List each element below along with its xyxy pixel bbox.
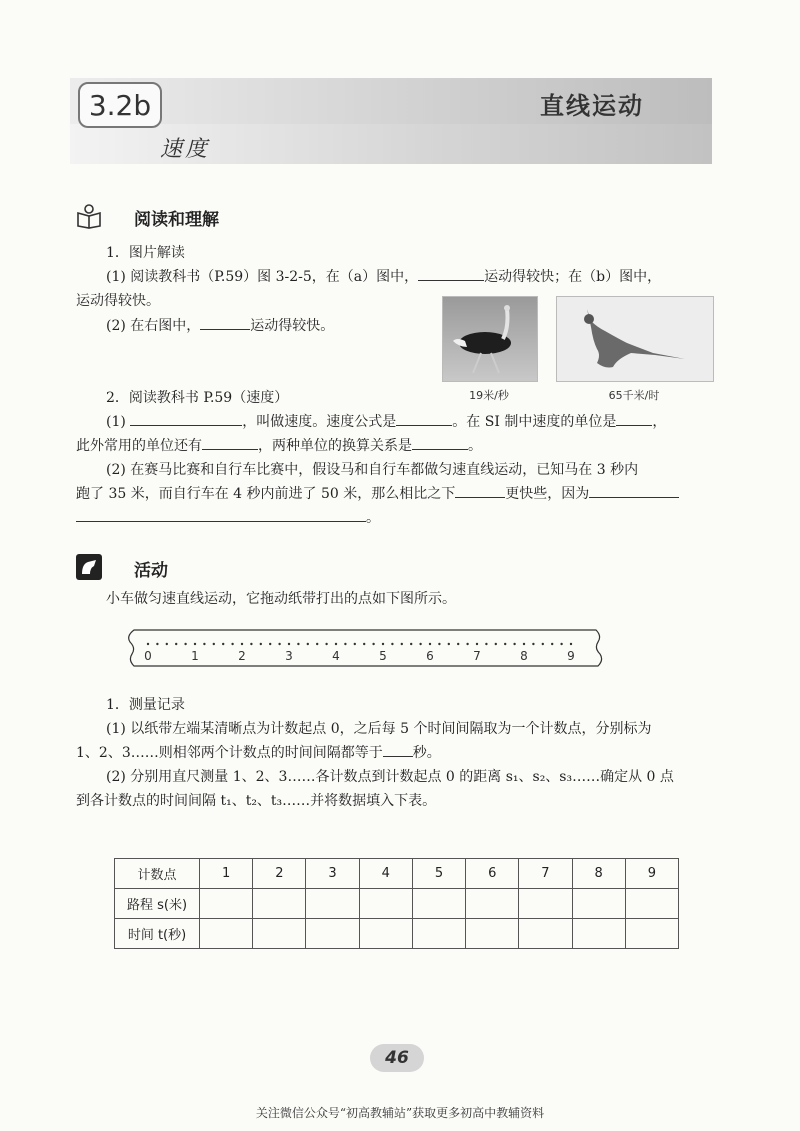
q-text: 。在 SI 制中速度的单位是 (452, 414, 617, 430)
tape-dot (213, 643, 215, 645)
tape-dot (269, 643, 271, 645)
reading-section-title: 阅读和理解 (134, 210, 219, 230)
tape-dot (382, 643, 384, 645)
tape-dot (542, 643, 544, 645)
tape-dot (476, 643, 478, 645)
footer-note: 关注微信公众号“初高教辅站”获取更多初高中教辅资料 (255, 1106, 545, 1120)
table-cell[interactable] (519, 889, 572, 919)
tape-label: 1 (191, 649, 199, 663)
tape-dot (222, 643, 224, 645)
measurement-table (114, 858, 679, 949)
photo-caption: 65千米/时 (608, 389, 660, 402)
item1-question2 (106, 314, 334, 338)
activity-item1-heading: 1．测量记录 (106, 697, 185, 713)
chapter-title: 直线运动 (540, 92, 644, 120)
tape-dot (250, 643, 252, 645)
tape-dot (241, 643, 243, 645)
table-cell[interactable] (253, 919, 306, 949)
table-cell[interactable] (253, 889, 306, 919)
table-cell[interactable] (466, 889, 519, 919)
tape-dot (260, 643, 262, 645)
tape-dot (504, 643, 506, 645)
item1-question1 (106, 265, 661, 289)
page-number: 46 (370, 1044, 424, 1072)
tape-dot (485, 643, 487, 645)
table-header-cell: 3 (306, 859, 359, 889)
tape-label: 4 (332, 649, 340, 663)
table-header-cell: 6 (466, 859, 519, 889)
tape-dot (523, 643, 525, 645)
table-cell[interactable] (519, 919, 572, 949)
table-header-row (115, 859, 679, 889)
table-cell[interactable] (625, 919, 678, 949)
table-header-cell: 7 (519, 859, 572, 889)
activity-p1: (1) 以纸带左端某清晰点为计数起点 0，之后每 5 个时间间隔取为一个计数点，分别标为 (106, 721, 652, 737)
tape-dot (532, 643, 534, 645)
tape-dot (570, 643, 572, 645)
tape-dot (401, 643, 403, 645)
photo-caption: 19米/秒 (469, 389, 509, 402)
tape-label: 5 (379, 649, 387, 663)
answer-blank[interactable] (202, 435, 258, 450)
table-row (115, 889, 679, 919)
ostrich-photo (442, 296, 538, 382)
table-header-cell: 5 (412, 859, 465, 889)
page-subtitle: 速度 (160, 137, 211, 162)
tape-dot (513, 643, 515, 645)
kangaroo-photo (556, 296, 714, 382)
table-cell[interactable] (359, 919, 412, 949)
answer-blank[interactable] (130, 411, 242, 426)
q-text: (1) (106, 414, 126, 430)
tape-dot (194, 643, 196, 645)
tape-label: 8 (520, 649, 528, 663)
tape-label: 2 (238, 649, 246, 663)
table-cell[interactable] (412, 889, 465, 919)
table-header-cell: 9 (625, 859, 678, 889)
q-text: ，叫做速度。速度公式是 (242, 414, 397, 430)
tape-dot (325, 643, 327, 645)
table-header-cell: 2 (253, 859, 306, 889)
tape-dot (156, 643, 158, 645)
tape-dot (147, 643, 149, 645)
table-cell[interactable] (572, 919, 625, 949)
tape-dot (231, 643, 233, 645)
tape-dot (354, 643, 356, 645)
tape-dot (316, 643, 318, 645)
table-cell[interactable] (625, 889, 678, 919)
row-label-distance: 路程 s(米) (115, 889, 200, 919)
q-text: 1、2、3……则相邻两个计数点的时间间隔都等于 (76, 745, 383, 761)
activity-p1-cont (76, 741, 441, 765)
answer-blank[interactable] (383, 742, 413, 757)
tape-dot (288, 643, 290, 645)
tape-dot (448, 643, 450, 645)
item1-heading: 1．图片解读 (106, 245, 185, 261)
table-row (115, 919, 679, 949)
item2-question2-cont (76, 482, 679, 506)
row-label-time: 时间 t(秒) (115, 919, 200, 949)
answer-blank[interactable] (396, 411, 452, 426)
tape-dot (410, 643, 412, 645)
answer-blank[interactable] (589, 483, 679, 498)
tape-dot (495, 643, 497, 645)
table-cell[interactable] (572, 889, 625, 919)
q-text: 。 (468, 438, 482, 454)
tape-label: 9 (567, 649, 575, 663)
table-cell[interactable] (306, 889, 359, 919)
tape-dot (166, 643, 168, 645)
tape-dot (466, 643, 468, 645)
activity-p2: (2) 分别用直尺测量 1、2、3……各计数点到计数起点 0 的距离 s₁、s₂、s₃……确定从 0 点 (106, 769, 674, 785)
q-text: 更快些，因为 (505, 486, 590, 502)
answer-blank[interactable] (418, 266, 484, 281)
tape-dot (184, 643, 186, 645)
tape-dot (335, 643, 337, 645)
item2-question1 (106, 410, 666, 434)
tape-dot (419, 643, 421, 645)
q2-text-b: 运动得较快。 (250, 318, 335, 334)
tape-label: 3 (285, 649, 293, 663)
q-text: ，两种单位的换算关系是 (258, 438, 412, 454)
tape-label: 7 (473, 649, 481, 663)
q1-text-a: (1) 阅读教科书（P.59）图 3-2-5，在（a）图中， (106, 269, 419, 285)
q-text: 跑了 35 米，而自行车在 4 秒内前进了 50 米，那么相比之下 (76, 486, 456, 502)
item2-heading: 2．阅读教科书 P.59（速度） (106, 390, 289, 406)
activity-intro: 小车做匀速直线运动，它拖动纸带打出的点如下图所示。 (106, 591, 456, 607)
table-cell[interactable] (306, 919, 359, 949)
tape-dot (344, 643, 346, 645)
tape-dot (203, 643, 205, 645)
tape-dot (363, 643, 365, 645)
table-header-cell: 1 (200, 859, 253, 889)
tape-label: 6 (426, 649, 434, 663)
tape-dot (278, 643, 280, 645)
table-cell[interactable] (466, 919, 519, 949)
q1-text-b: 运动得较快；在（b）图中， (484, 269, 662, 285)
answer-blank[interactable] (200, 315, 250, 330)
tape-dot (175, 643, 177, 645)
tape-label: 0 (144, 649, 152, 663)
section-number: 3.2b (78, 82, 162, 128)
q-text: 秒。 (412, 745, 441, 761)
table-header-cell: 4 (359, 859, 412, 889)
tape-dot (297, 643, 299, 645)
q-text: ， (652, 414, 667, 430)
answer-blank[interactable] (76, 507, 366, 522)
tape-dot (307, 643, 309, 645)
table-cell[interactable] (200, 919, 253, 949)
answer-blank[interactable] (412, 435, 468, 450)
item2-question1-cont (76, 434, 482, 458)
q2-text-a: (2) 在右图中， (106, 318, 201, 334)
answer-blank[interactable] (455, 483, 505, 498)
item1-question1-cont: 运动得较快。 (76, 293, 160, 309)
open-book-icon (76, 203, 102, 229)
tape-dot (438, 643, 440, 645)
q-text: 。 (366, 510, 380, 526)
table-cell[interactable] (359, 889, 412, 919)
activity-p2-cont: 到各计数点的时间间隔 t₁、t₂、t₃……并将数据填入下表。 (76, 793, 437, 809)
table-cell[interactable] (412, 919, 465, 949)
tape-dot (372, 643, 374, 645)
table-cell[interactable] (200, 889, 253, 919)
item2-question2-end (76, 506, 380, 530)
item2-question2: (2) 在赛马比赛和自行车比赛中，假设马和自行车都做匀速直线运动，已知马在 3 秒内 (106, 462, 639, 478)
tape-dot (551, 643, 553, 645)
tape-dot (457, 643, 459, 645)
activity-icon (76, 554, 102, 580)
table-header-cell: 8 (572, 859, 625, 889)
tape-dot (560, 643, 562, 645)
activity-section-title: 活动 (134, 561, 168, 581)
tape-dot (391, 643, 393, 645)
paper-tape (126, 624, 606, 672)
q-text: 此外常用的单位还有 (76, 438, 202, 454)
table-header-cell: 计数点 (115, 859, 200, 889)
answer-blank[interactable] (616, 411, 652, 426)
tape-dot (429, 643, 431, 645)
